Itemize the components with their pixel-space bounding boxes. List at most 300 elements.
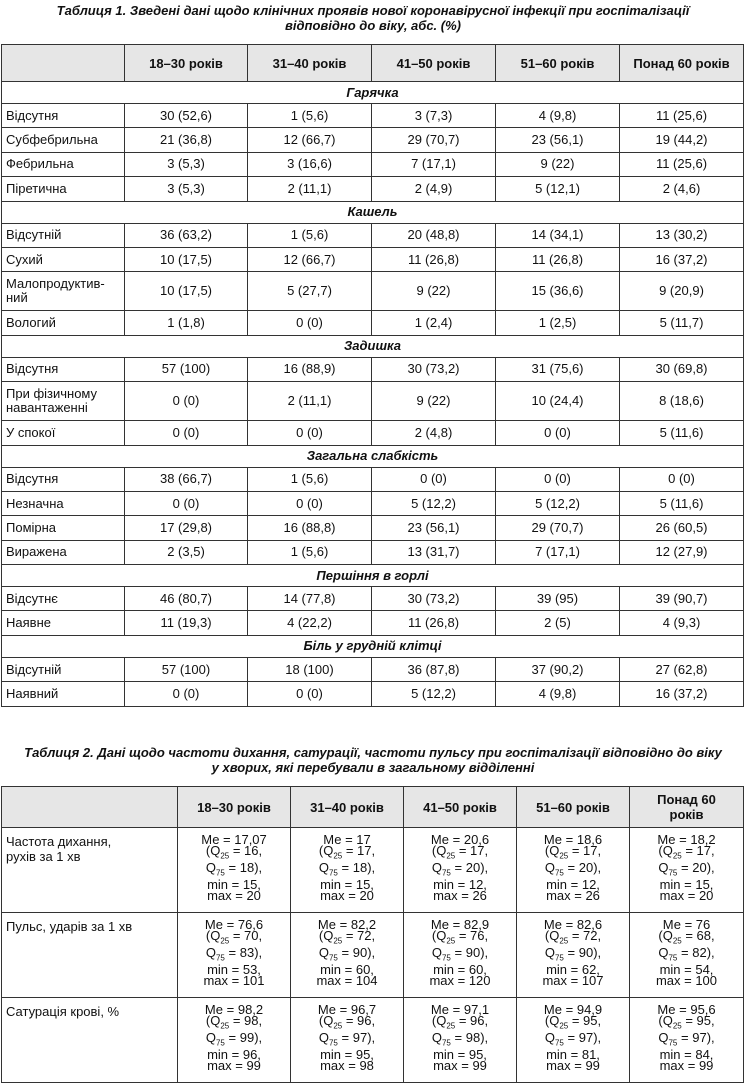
table-cell: 2 (4,8) (372, 421, 496, 445)
table-row (2, 587, 744, 611)
q75-number: 20 (692, 860, 707, 875)
table-cell: 57 (100) (125, 657, 248, 681)
q25-number: 70 (244, 928, 259, 944)
table-cell: 12 (66,7) (248, 128, 372, 152)
table-cell: 2 (4,9) (372, 177, 496, 201)
table2-header-cell: 18–30 років (178, 787, 291, 828)
min-value: min = 84, (659, 1046, 714, 1062)
row-label (2, 913, 178, 998)
table-row (2, 682, 744, 706)
table-cell: 46 (80,7) (125, 587, 248, 611)
median-value: Ме = 18,6 (543, 832, 603, 847)
row-label-line: Вологий (6, 315, 56, 331)
row-label-line: ний (6, 290, 28, 306)
median-value: Ме = 18,2 (657, 832, 716, 847)
q25-value: ($Q_{25} = 17$, (658, 843, 715, 861)
q25-number: 95 (696, 1013, 712, 1029)
table-cell: 7 (17,1) (496, 540, 620, 564)
group-title: Задишка (2, 335, 744, 357)
table-row (2, 611, 744, 635)
table-row (2, 152, 744, 176)
table-cell: 16 (37,2) (620, 247, 744, 271)
group-row (2, 82, 744, 104)
table2-header-cell (2, 787, 178, 828)
table1-header-cell: 31–40 років (248, 45, 372, 82)
table-row (2, 913, 744, 998)
q75-subscript: 75 (215, 953, 225, 963)
min-value: min = 15, (659, 876, 714, 892)
q25-subscript: 25 (446, 936, 456, 946)
table1-header-row (2, 45, 744, 82)
row-label-line: У спокої (6, 424, 56, 440)
stats-cell (517, 913, 630, 998)
table-cell: 11 (25,6) (620, 152, 744, 176)
table-cell: 30 (73,2) (372, 587, 496, 611)
q75-number: 90 (465, 945, 481, 960)
group-row (2, 445, 744, 467)
table-cell: 23 (56,1) (372, 516, 496, 540)
q25-number: 96 (470, 1013, 485, 1029)
q75-value: $Q_{75} = 97$), (318, 1030, 376, 1048)
table-row (2, 311, 744, 335)
table-cell: 0 (0) (248, 682, 372, 706)
row-label (2, 611, 125, 635)
group-title: Кашель (2, 201, 744, 223)
q75-value: $Q_{75} = 20$), (544, 860, 602, 878)
max-value: max = 100 (655, 973, 718, 988)
row-label (2, 587, 125, 611)
min-value: min = 95, (320, 1046, 374, 1062)
max-value: max = 26 (433, 888, 487, 903)
row-label (2, 128, 125, 152)
q75-subscript: 75 (328, 1038, 338, 1048)
table-cell: 29 (70,7) (372, 128, 496, 152)
row-label (2, 223, 125, 247)
table2 (1, 786, 744, 1083)
q75-number: 97 (692, 1030, 707, 1045)
q25-value: ($Q_{25} = 72$, (544, 928, 602, 946)
row-label-line: Помірна (6, 519, 57, 535)
table-cell: 17 (29,8) (125, 516, 248, 540)
table-cell: 12 (27,9) (620, 540, 744, 564)
q25-value: ($Q_{25} = 68$, (658, 928, 715, 946)
table-row (2, 223, 744, 247)
row-label (2, 311, 125, 335)
table-cell: 30 (69,8) (620, 357, 744, 381)
table1-body (2, 82, 744, 707)
median-value: Ме = 76 (662, 917, 711, 932)
max-value: max = 99 (207, 1058, 261, 1073)
stats-cell (291, 998, 404, 1083)
stats-cell (630, 913, 744, 998)
table-row (2, 516, 744, 540)
q25-subscript: 25 (333, 1021, 343, 1031)
table-cell: 5 (11,7) (620, 311, 744, 335)
row-label-line: Піретична (6, 180, 67, 196)
table-cell: 1 (5,6) (248, 104, 372, 128)
q25-number: 17 (357, 843, 372, 859)
min-value: min = 12, (546, 876, 600, 892)
q75-number: 82 (692, 945, 707, 960)
table-cell: 16 (88,8) (248, 516, 372, 540)
q75-value: $Q_{75} = 98$), (431, 1030, 489, 1048)
row-label (2, 357, 125, 381)
row-label-line: Відсутній (6, 227, 62, 243)
q75-number: 97 (578, 1030, 594, 1045)
table2-header-cell: 31–40 років (291, 787, 404, 828)
stats-cell (178, 828, 291, 913)
table-cell: 4 (9,8) (496, 682, 620, 706)
row-label-line: Виражена (6, 544, 67, 560)
table1-header-cell: 51–60 років (496, 45, 620, 82)
table-cell: 30 (73,2) (372, 357, 496, 381)
table-cell: 26 (60,5) (620, 516, 744, 540)
q25-value: ($Q_{25} = 16$, (205, 843, 263, 861)
table-cell: 57 (100) (125, 357, 248, 381)
table-cell: 11 (19,3) (125, 611, 248, 635)
table-cell: 5 (11,6) (620, 421, 744, 445)
q75-value: $Q_{75} = 90$), (431, 945, 489, 963)
table-cell: 21 (36,8) (125, 128, 248, 152)
median-value: Ме = 20,6 (430, 832, 490, 847)
row-label-line: Відсутнє (6, 590, 58, 606)
min-value: min = 81, (546, 1046, 600, 1062)
table-row (2, 357, 744, 381)
median-value: Ме = 76,6 (204, 917, 264, 932)
row-label (2, 272, 125, 311)
table-cell: 4 (9,3) (620, 611, 744, 635)
table-cell: 16 (37,2) (620, 682, 744, 706)
row-label-line: Малопродуктив- (6, 276, 105, 292)
q75-subscript: 75 (554, 868, 564, 878)
table2-body (2, 828, 744, 1083)
max-value: max = 98 (320, 1058, 374, 1073)
table-row (2, 177, 744, 201)
q25-value: ($Q_{25} = 76$, (431, 928, 489, 946)
q75-number: 97 (352, 1030, 368, 1045)
row-label-line: Відсутній (6, 661, 62, 677)
table1 (1, 44, 744, 707)
table-cell: 5 (11,6) (620, 491, 744, 515)
table-cell: 19 (44,2) (620, 128, 744, 152)
table1-caption (0, 3, 746, 33)
table-cell: 14 (34,1) (496, 223, 620, 247)
table-cell: 3 (7,3) (372, 104, 496, 128)
q25-value: ($Q_{25} = 96$, (431, 1013, 489, 1031)
table1-caption-line1: Таблиця 1. Зведені дані щодо клінічних проявів нової коронавірусної інфекції при госпіталізації (56, 3, 690, 18)
q25-number: 68 (696, 928, 712, 944)
table2-header-cell: 41–50 років (404, 787, 517, 828)
q75-value: $Q_{75} = 99$), (205, 1030, 263, 1048)
max-value: max = 99 (433, 1058, 487, 1073)
q25-number: 98 (244, 1013, 259, 1029)
table-cell: 39 (95) (496, 587, 620, 611)
table-cell: 12 (66,7) (248, 247, 372, 271)
table-cell: 3 (5,3) (125, 177, 248, 201)
row-label-line: При фізичному (6, 386, 98, 402)
table-cell: 9 (22) (372, 382, 496, 421)
table-cell: 11 (26,8) (496, 247, 620, 271)
table-cell: 5 (27,7) (248, 272, 372, 311)
q25-subscript: 25 (333, 936, 343, 946)
table2-caption-line2: у хворих, які перебували в загальному відділенні (211, 760, 535, 775)
table-cell: 15 (36,6) (496, 272, 620, 311)
table-cell: 10 (24,4) (496, 382, 620, 421)
max-value: max = 20 (659, 888, 714, 903)
q25-subscript: 25 (559, 936, 569, 946)
q25-value: ($Q_{25} = 72$, (318, 928, 376, 946)
row-label-line: Пульс, ударів за 1 хв (6, 919, 133, 934)
q75-subscript: 75 (668, 1038, 678, 1048)
table1-header-cell (2, 45, 125, 82)
table-cell: 20 (48,8) (372, 223, 496, 247)
q75-subscript: 75 (668, 953, 678, 963)
row-label-line: рухів за 1 хв (6, 849, 81, 864)
table-cell: 4 (22,2) (248, 611, 372, 635)
q75-number: 90 (352, 945, 368, 960)
table2-caption (0, 745, 746, 775)
q25-subscript: 25 (672, 851, 682, 861)
table-cell: 36 (63,2) (125, 223, 248, 247)
table-cell: 9 (20,9) (620, 272, 744, 311)
min-value: min = 15, (207, 876, 261, 892)
table-row (2, 382, 744, 421)
row-label (2, 682, 125, 706)
median-value: Ме = 98,2 (204, 1002, 264, 1017)
q25-value: ($Q_{25} = 17$, (544, 843, 602, 861)
stats-cell (404, 828, 517, 913)
min-value: min = 53, (207, 961, 261, 977)
table-cell: 23 (56,1) (496, 128, 620, 152)
q25-number: 17 (696, 843, 712, 859)
q25-value: ($Q_{25} = 17$, (431, 843, 489, 861)
min-value: min = 60, (433, 961, 487, 977)
q75-number: 99 (239, 1030, 255, 1045)
row-label-line: Відсутня (6, 361, 59, 377)
table-row (2, 657, 744, 681)
q75-subscript: 75 (328, 953, 338, 963)
q75-subscript: 75 (554, 953, 564, 963)
table-cell: 36 (87,8) (372, 657, 496, 681)
table2-caption-line1: Таблиця 2. Дані щодо частоти дихання, сатурації, частоти пульсу при госпіталізації відповідно до віку (24, 745, 722, 760)
row-label (2, 491, 125, 515)
table-cell: 0 (0) (125, 491, 248, 515)
group-title: Біль у грудній клітці (2, 635, 744, 657)
table-cell: 11 (25,6) (620, 104, 744, 128)
row-label (2, 152, 125, 176)
max-value: max = 120 (429, 973, 491, 988)
table1-header-cell: 41–50 років (372, 45, 496, 82)
table-cell: 1 (5,6) (248, 540, 372, 564)
table-cell: 13 (30,2) (620, 223, 744, 247)
table-cell: 29 (70,7) (496, 516, 620, 540)
row-label (2, 516, 125, 540)
table-cell: 0 (0) (248, 491, 372, 515)
row-label (2, 998, 178, 1083)
row-label-line: Відсутня (6, 107, 59, 123)
table-cell: 0 (0) (248, 311, 372, 335)
row-label-line: Незначна (6, 495, 64, 511)
q75-subscript: 75 (215, 1038, 225, 1048)
table-cell: 5 (12,1) (496, 177, 620, 201)
stats-cell (291, 913, 404, 998)
median-value: Ме = 97,1 (430, 1002, 490, 1017)
table-row (2, 128, 744, 152)
table-cell: 5 (12,2) (372, 491, 496, 515)
table-row (2, 998, 744, 1083)
stats-cell (630, 998, 744, 1083)
q75-number: 90 (578, 945, 594, 960)
table-cell: 30 (52,6) (125, 104, 248, 128)
q75-subscript: 75 (215, 868, 225, 878)
q75-subscript: 75 (441, 868, 451, 878)
row-label-line: Фебрильна (6, 156, 74, 172)
q75-subscript: 75 (668, 868, 678, 878)
row-label-line: Наявне (6, 615, 51, 631)
table-cell: 31 (75,6) (496, 357, 620, 381)
max-value: max = 107 (542, 973, 604, 988)
table1-header-cell: Понад 60 років (620, 45, 744, 82)
min-value: min = 60, (320, 961, 374, 977)
row-label (2, 247, 125, 271)
row-label (2, 828, 178, 913)
group-title: Загальна слабкість (2, 445, 744, 467)
q75-number: 98 (465, 1030, 481, 1045)
table-cell: 13 (31,7) (372, 540, 496, 564)
table-row (2, 104, 744, 128)
row-label (2, 467, 125, 491)
stats-cell (630, 828, 744, 913)
q75-value: $Q_{75} = 18$), (205, 860, 263, 878)
q25-subscript: 25 (446, 1021, 456, 1031)
group-title: Першіння в горлі (2, 565, 744, 587)
table-cell: 1 (1,8) (125, 311, 248, 335)
table2-header (2, 787, 744, 828)
table-cell: 2 (3,5) (125, 540, 248, 564)
table1-header (2, 45, 744, 82)
table-cell: 1 (2,5) (496, 311, 620, 335)
q25-number: 17 (470, 843, 485, 859)
q75-number: 83 (239, 945, 255, 960)
median-value: Ме = 95,6 (657, 1002, 716, 1017)
q25-subscript: 25 (446, 851, 456, 861)
q75-value: $Q_{75} = 97$), (658, 1030, 715, 1048)
table-cell: 10 (17,5) (125, 247, 248, 271)
table2-header-row (2, 787, 744, 828)
max-value: max = 20 (320, 888, 374, 903)
table-cell: 1 (5,6) (248, 467, 372, 491)
q75-number: 18 (352, 860, 368, 875)
table-cell: 2 (4,6) (620, 177, 744, 201)
median-value: Ме = 82,9 (430, 917, 490, 932)
table-cell: 0 (0) (125, 682, 248, 706)
table-cell: 14 (77,8) (248, 587, 372, 611)
row-label-line: Частота дихання, (6, 834, 112, 849)
max-value: max = 99 (546, 1058, 600, 1073)
table-row (2, 421, 744, 445)
row-label-line: Сухий (6, 251, 43, 267)
q25-value: ($Q_{25} = 98$, (205, 1013, 263, 1031)
q75-number: 20 (465, 860, 481, 875)
q25-number: 72 (357, 928, 372, 944)
row-label (2, 177, 125, 201)
row-label (2, 382, 125, 421)
table-cell: 0 (0) (372, 467, 496, 491)
table-cell: 5 (12,2) (496, 491, 620, 515)
row-label (2, 104, 125, 128)
table-cell: 2 (5) (496, 611, 620, 635)
q25-value: ($Q_{25} = 96$, (318, 1013, 376, 1031)
q25-number: 96 (357, 1013, 372, 1029)
row-label-line: Субфебрильна (6, 132, 98, 148)
q25-subscript: 25 (220, 936, 230, 946)
q25-subscript: 25 (672, 936, 682, 946)
q75-subscript: 75 (441, 1038, 451, 1048)
row-label-line: Сатурація крові, % (6, 1004, 120, 1019)
q75-subscript: 75 (441, 953, 451, 963)
q25-subscript: 25 (559, 851, 569, 861)
table-cell: 0 (0) (125, 382, 248, 421)
table-cell: 1 (5,6) (248, 223, 372, 247)
q75-value: $Q_{75} = 90$), (544, 945, 602, 963)
table-row (2, 247, 744, 271)
median-value: Ме = 82,2 (317, 917, 377, 932)
median-value: Ме = 17,07 (201, 832, 267, 847)
row-label-line: навантаженні (6, 400, 88, 416)
q75-value: $Q_{75} = 83$), (205, 945, 263, 963)
min-value: min = 15, (320, 876, 374, 892)
min-value: min = 62, (546, 961, 600, 977)
q25-number: 17 (583, 843, 598, 859)
group-row (2, 565, 744, 587)
table-cell: 0 (0) (248, 421, 372, 445)
table-cell: 1 (2,4) (372, 311, 496, 335)
table-cell: 3 (5,3) (125, 152, 248, 176)
q25-subscript: 25 (559, 1021, 569, 1031)
q75-value: $Q_{75} = 97$), (544, 1030, 602, 1048)
table-cell: 7 (17,1) (372, 152, 496, 176)
table-cell: 9 (22) (372, 272, 496, 311)
table-cell: 39 (90,7) (620, 587, 744, 611)
table-cell: 2 (11,1) (248, 177, 372, 201)
table-cell: 18 (100) (248, 657, 372, 681)
q75-subscript: 75 (328, 868, 338, 878)
max-value: max = 104 (316, 973, 378, 988)
median-value: Ме = 17 (323, 832, 371, 847)
table-row (2, 828, 744, 913)
stats-cell (178, 998, 291, 1083)
min-value: min = 96, (207, 1046, 261, 1062)
group-row (2, 635, 744, 657)
table-row (2, 467, 744, 491)
q25-value: ($Q_{25} = 17$, (318, 843, 376, 861)
table-cell: 4 (9,8) (496, 104, 620, 128)
q75-number: 20 (578, 860, 594, 875)
table-cell: 9 (22) (496, 152, 620, 176)
q75-value: $Q_{75} = 20$), (658, 860, 715, 878)
row-label-line: Наявний (6, 685, 59, 701)
median-value: Ме = 94,9 (543, 1002, 603, 1017)
group-row (2, 201, 744, 223)
q25-number: 95 (583, 1013, 598, 1029)
row-label (2, 421, 125, 445)
stats-cell (404, 998, 517, 1083)
table-cell: 37 (90,2) (496, 657, 620, 681)
q25-value: ($Q_{25} = 95$, (544, 1013, 602, 1031)
q25-value: ($Q_{25} = 95$, (658, 1013, 715, 1031)
table-cell: 11 (26,8) (372, 611, 496, 635)
table-cell: 0 (0) (620, 467, 744, 491)
